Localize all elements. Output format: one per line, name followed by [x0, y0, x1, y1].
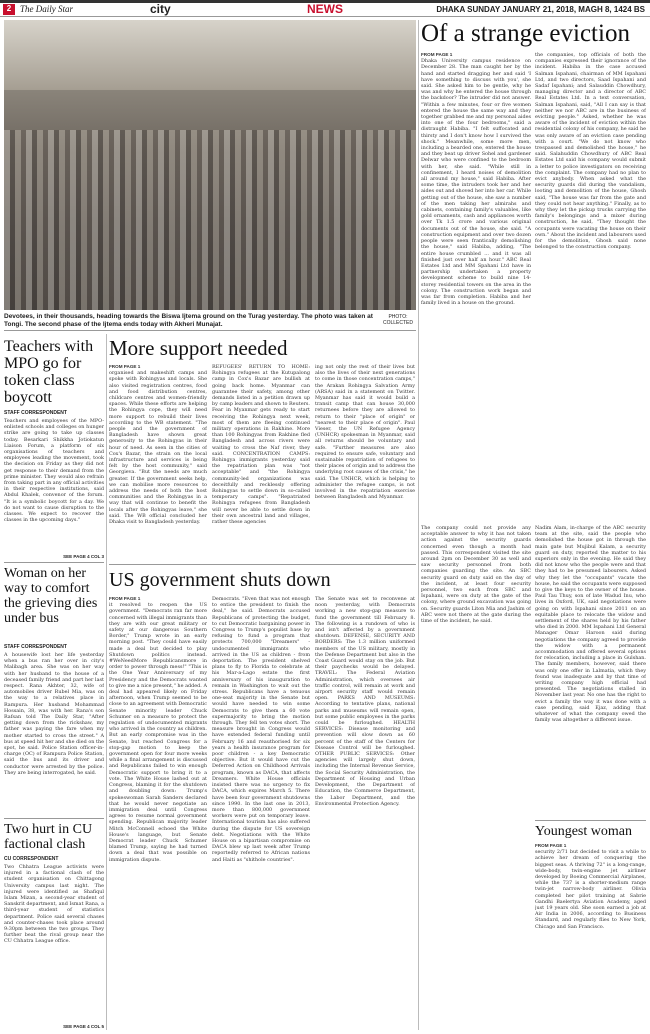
teachers-byline: STAFF CORRESPONDENT [4, 410, 67, 416]
refugee-col-1 [109, 364, 207, 559]
divider-right-column [418, 20, 419, 1030]
teachers-body [4, 418, 104, 553]
teachers-continued: SEE PAGE 4 COL 3 [63, 554, 104, 559]
eviction-dateline: FROM PAGE 1 [421, 52, 453, 57]
page-header [0, 3, 650, 17]
section-city: city [150, 2, 171, 16]
page-number: 2 [3, 4, 15, 15]
ijtema-crowd-photo [4, 20, 416, 310]
us-body-3: The Senate was set to reconvene at noon yesterday, with Democrats working a new stop-gap measure to fund the government till February 8. The following is a rundown of who is and isn't affected by a government shutdown. DEFENSE, SECURITY AND BORDERS: The 1.3 million uniformed members of the US military, mostly in the Defense Department but also in the Coast Guard would stay on the job. But their paychecks would be delayed. TRAVEL: The Federal Aviation Administration, which oversees air traffic control, will remain at work and airport security staff would remain open. PARKS AND MUSEUMS: According to tentative plans, national parks and museums will remain open, but some public employees in the parks could be furloughed. HEALTH SERVICES: Disease monitoring and prevention will slow down as 60 percent of the staff of the Centers for Disease Control will be furloughed. OTHER PUBLIC SERVICES: Other agencies will largely shut down, including the Internal Revenue Service, the Social Security Administration, the Department of Housing and Urban Development, the Department of Education, the Commerce Department, the Labor Department, and the Environmental Protection Agency. [315, 596, 415, 807]
youngest-text: security 2/71 but decided to visit a while to achieve her dream of conquering the biggest seas. A thriving 72" is a long-range, wide-body, twin-engine jet airliner developed by Boeing Commercial Airplanes, while the 737 is a shorter-medium range twin-jet narrow-body airliner. Olivia completed her pilot training at Sabrie Gandhi Baelertya Aviation Academy, aged just 19 years old. She soon earned a job at Air India in 2006, according to Business Standard, and regularly flies to New York, Chicago and San Francisco. [535, 849, 646, 930]
woman-byline: STAFF CORRESPONDENT [4, 644, 67, 650]
woman-body [4, 652, 104, 812]
us-dateline: FROM PAGE 1 [109, 596, 141, 601]
photo-caption: Devotees, in their thousands, heading towards the Biswa Ijtema ground on the Turag yesterday. The photo was taken at Tongi. The second phase of the Ijtema ends today with Akheri Munajat. [4, 313, 373, 328]
refugee-body-1: organised and makeshift camps and spoke with Rohingyas and locals. She also visited registration centres, food and food distribution centres, childcare centres and women-friendly spaces. While these efforts are helping the Rohingya cope, they will need more support to rebuild their lives according to the WB statement. "The people and the government of Bangladesh have shown great generosity to the Rohingyas in their hour of need. As seen in the cities of Cox's Bazar, the strain on the local infrastructure and services is being felt by the host community," said Georgieva. "But the needs are much greater. If the government seeks help, we can mobilise more resources to address the needs of both the host communities and the Rohingyas in a way that will continue to benefit the locals after the Rohingyas leave," she said. The WB official concluded her Dhaka visit to Bangladesh yesterday. [109, 370, 207, 526]
eviction-headline: Of a strange eviction [421, 20, 630, 47]
us-col-3 [315, 596, 415, 1030]
eviction-col-4 [535, 525, 646, 795]
photo-background [4, 20, 416, 90]
eviction-col-3 [421, 525, 531, 1030]
cu-byline: CU CORRESPONDENT [4, 856, 59, 862]
us-col-1 [109, 596, 207, 1030]
youngest-dateline: FROM PAGE 1 [535, 843, 567, 848]
paper-name: The Daily Star [20, 4, 73, 14]
refugee-headline: More support needed [109, 336, 288, 360]
eviction-body-1: Dhaka University campus residence on December 28. The man caught her by the hand and started dragging her and said 'I have something to discuss with you', she said. She asked him to be gentle, why he was and why he entered the house through the backdoor? The intruder did not answer. "Within a few minutes, four or five women entered the house the same way and they together grabbed me and my personal aides into one of the four bedrooms," said a distraught Habiba. "I felt suffocated and thirsty and I don't know how I survived the shock." Meanwhile, some more men, including a bearded one, entered the house and they beat up driver Sohel and gardener Delwar who were confined to the bedroom with her, she said. "While still in confinement, I heard noises of demolition all around my house," said Habiba. After some time, the intruders took her and her aides out and shoved her into her car. While getting out of the house, she saw a number of the men taking her almirahs and cabinets, containing family's valuables, like gold ornaments, cash and appliances worth over Tk 1.5 crore and various original documents out of the house, she said. "A construction equipment and over two dozen people were seen frantically demolishing the house," said Habiba, adding, "The entire house crumbled ... and it was all finished just over half an hour." ABC Real Estates Ltd and MM Spahani Ltd have in partnership undertaken a property development scheme to build nine 14-storey residential towers on the area in the colony. The construction work began and was far from completion. Habiba and her family lived in a house on the ground. [421, 58, 531, 307]
photo-credit: PHOTO: COLLECTED [382, 314, 413, 326]
cu-headline: Two hurt in CU factional clash [4, 822, 93, 852]
issue-date: DHAKA SUNDAY JANUARY 21, 2018, MAGH 8, 1424 BS [436, 5, 645, 14]
eviction-col-1 [421, 52, 531, 522]
refugee-body-2: REFUGEES' RETURN TO HOME: Rohingya refugees at the Kutupalong camp in Cox's Bazar are bullish at going back home. Myanmar can guarantee their safety, among other demands listed in a petition drawn up by camp leaders and shown to Reuters. Fear in Myanmar gets ready to start receiving the Rohingya next week, most of them are fleeing continued military operations in Rakhine. More than 100 Rohingyas from Rakhine fled Bangladesh and across rivers were waiting to cross the Naf river, they said. CONCENTRATION CAMPS: Rohingya immigrants yesterday said the repatriation plan was "not acceptable" and "the Rohingya community-led organizations was deceitfully and recklessly offering Rohingyas to settle down in so-called temporary camps". "Repatriated Rohingya refugees from Bangladesh will never be able to settle down in their own ancestral land and villages, rather these agencies [212, 364, 310, 526]
eviction-body-2: the companies, top officials of both the companies expressed their ignorance of the incident. Habiba in the case accused Salman Ispahani, chairman of MM Ispahani Ltd, and two directors, Saad Ispahani and Sadaf Ispahani; and Salauddin Chowdhury, managing director and a director of ABC Real Estates Ltd. In a text conversation, Salman Ispahani, said, "All I can say is that neither we nor ABC are in the business of evicting people." Asked, whether he was aware of the incident of eviction within the residential colony of his company, he said he was only aware of an eviction case pending with a court. "We do not know who trespassed and demolished the house," he said. Salahuddin Chowdhury of ABC Real Estates Ltd said his company would submit a letter to police investigators on receiving the complaint. The company had no plan to evict anybody. When asked what the security guards did during the vandalism, looting and demolition of the house, Ghosh said, "The house was far from the gate and they could not hear anything." Finally, as to why they let the pickup trucks carrying the family's belongings and a mixer during construction, he said, "They thought the occupants were vacating the house on their own." About the incident and labourers used for the demolition, Ghosh said none belonged to the construction company. [535, 52, 646, 251]
eviction-body-4: Nadim Alam, in-charge of the ABC security team at the site, said the people who demolished the house got in through the main gate but Mujibul Kalam, a security guard on duty, reported the matter to his superiors only in the evening. He said they did not know who the people were and that they had to be presumed labourers. Asked why they let the "occupants" vacate the house, he said the occupants were supposed to give the keys to the owner of the house. Paul Tau Thuy, son of late Wadud Inu, who lives in Oxford, UK, said negotiations were going on with Ispahani since 2011 on an equitable place to relocate the widow and settlement of the shares held by his father who died in 2000. MM Ispahani Ltd General Manager Omar Haroon said during negotiations the company agreed to provide the widow with a permanent accommodation and offered several options for relocation, including a place in Gulshan. The family members, however, said there was only one offer in Lalmatia, which they found was inadequate and by that time of writing company high official had presented. The negotiations stalled in November last year. No one has the right to evict a family the way it was done with a case pending, said Ejaz, adding that whatever of what the company owed the family was altogether a different issue. [535, 525, 646, 724]
youngest-headline: Youngest woman [535, 824, 632, 839]
cu-continued: SEE PAGE 4 COL 5 [63, 1024, 104, 1029]
refugee-col-3 [315, 364, 415, 559]
us-body-2: Democrats. "Even that was not enough to entice the president to finish the deal," he said. Democrats accused Republicans of protecting the budget, to cut Democratic bargaining power in Congress to Trump's populist base by refusing to fund a program that protects 700,000 "Dreamers" - undocumented immigrants who arrived in the US as children - from deportation. The president shelved plans to fly to Florida to celebrate at his Mar-a-Lago estate the first anniversary of his inauguration to remain in Washington to wait out the stress. Republicans have a tenuous one-seat majority in the Senate but would have needed to win some Democrats to give them a 60 vote supermajority to bring the motion through. They fell ten votes short. The measure brought in Congress would have extended federal funding until February 16 and reauthorised for six years a health insurance program for poor children - a key Democratic objective. But it would have cut the Deferred Action on Childhood Arrivals program, known as DACA, that affects Dreamers. White House officials insisted there was no urgency to fix DACA, which expires March 5. There have been four government shutdowns since 1990. In the last one in 2013, more than 800,000 government workers were put on temporary leave. International tourism has also suffered during the dispute for US sovereign debt. Negotiations with the White House on a bipartisan compromise on DACA blew up last week after Trump reportedly referred to African nations and Haiti as "shithole countries". [212, 596, 310, 863]
divider-photo [4, 330, 416, 331]
woman-headline: Woman on her way to comfort the grieving dies under bus [4, 566, 98, 626]
us-col-2 [212, 596, 310, 1030]
teachers-headline: Teachers with MPO go for token class boycott [4, 338, 94, 406]
us-headline: US government shuts down [109, 569, 331, 591]
refugee-body-3: ing not only the rest of their lives but also the lives of their next generations to come in those concentration camps," the Arakan Rohingya Salvation Army (ARSA) said in a statement on Twitter. Myanmar has said it would build a transit camp that can house 30,000 returnees before they are allowed to return to their "place of origin" or "nearest to their place of origin". Paul Vieser, the UN Refugee Agency (UNHCR) spokesman in Myanmar, said all returns should be voluntary and safe. "Further measures are also required to ensure safe, voluntary and sustainable repatriation of refugees to their places of origin and to address the underlying root causes of the crisis," he said. The UNHCR, which is helping to administer the refugee camps, is not involved in the repatriation exercise between Bangladesh and Myanmar. [315, 364, 415, 501]
section-news: NEWS [307, 2, 343, 16]
divider-teachers [4, 562, 104, 563]
divider-refugee [109, 564, 416, 565]
youngest-body [535, 843, 646, 1030]
us-body-1: it resolved to reopen the US government. "Democrats ran far more concerned with illegal immigrants than they are with our great military or safety at our dangerous Southern Border," Trump wrote in an early morning post. "They could have easily made a deal but decided to play Shutdown politics instead. #WeNeedMore Republicansmore in order to power through mess!" "This is the One Year Anniversary of my Presidency and the Democrats wanted to give me a nice present," he added. A deal had appeared likely on Friday afternoon, when Trump seemed to be close to an agreement with Democratic Senate minority leader Chuck Schumer on a measure to protect the regulation of undocumented migrants who arrived in the country as children. But an early compromise was in the Senate, but reached Congress for a stop-gap motion to keep the government open for four more weeks while a final arrangement is discussed and Republicans failed to win enough Democratic support to bring it to a vote. The White House lashed out at Congress, blaming it for the shutdown and doubling down: Trump's spokeswoman Sarah Sanders declared that he would never negotiate an immigration deal until Congress agrees to resume normal government spending. Republican majority leader Mitch McConnell echoed the White House's language, but Senate Democrat leader Chuck Schumer blamed Trump, saying he had turned down a deal that was possible on immigration dispute. [109, 602, 207, 863]
eviction-col-5 [535, 800, 646, 820]
refugee-col-2 [212, 364, 310, 559]
woman-text: A housewife lost her life yesterday when a bus ran her over in city's Malibagh area. She was on her way with her husband to the house of a deceased family friend and part her last respect. Rana Akhter, 32, wife of automobiles driver Rubel Mia, was on the way to a relatives place in Rampura. Her husband Mohammad Hossain, 38, was with her. Rana's son Rafsan told The Daily Star, "After getting down from the rickshaw, my father was paying the fare when my mother started to cross the street." A bus at speed hit her and she died on the spot, he said. Police Station officer-in-charge (OC) of Rampura Police Station, said the bus and its driver and conductor were arrested by the police. They are being interrogated, he said. [4, 652, 104, 776]
teachers-text: Teachers and employees of the MPO-enlisted schools and colleges on hunger strike are going to take up classes today. Besarkari Shikkha Jotiokatun Liaison Forum, a platform of six organisations of teachers and employees leading the movement, took the decision on Friday as they did not get response to their demand from the prime minister. They would also refrain from taking part in any official activities in their respective institutions, said Abdul Khalek, convenor of the forum. "It is a symbolic boycott for a day. We do not want to cause disruption to the classes. We expect to recover the classes in the upcoming days." [4, 418, 104, 524]
divider-woman [4, 818, 104, 819]
refugee-dateline: FROM PAGE 1 [109, 364, 141, 369]
divider-youngest [535, 820, 646, 821]
cu-body [4, 864, 104, 1024]
eviction-col-2 [535, 52, 646, 522]
cu-text: Two Chhatra League activists were injured in a factional clash of the student organisation on Chittagong University campus last night. The injured were identified as Shafiqul Islam Mizan, a second-year student of Sanskrit department, and Ismat Rana, a third-year student of statistics department. Police said several chases and counter-chases took place around 9:30pm between the two groups. They further beat the rival group near the CU Chhatra League office. [4, 864, 104, 945]
photo-crowd [4, 130, 416, 310]
divider-left-column [106, 334, 107, 1030]
eviction-body-3: The company could not provide any acceptable answer to why it has not taken action against the security guards concerned even though a month had passed. This correspondent visited the site around 2pm on December 30 as well and saw security personnel from both companies guarding the site. An SBC security guard on duty said on the day of the incident, at least four security personnel, two each from SBC and Ispahani, were on duty at the gate of the colony, where ground excavation was going on. Security guards Liton Mia and Jashim of ABC were not there at the gate during the time of the incident, he said. [421, 525, 531, 625]
